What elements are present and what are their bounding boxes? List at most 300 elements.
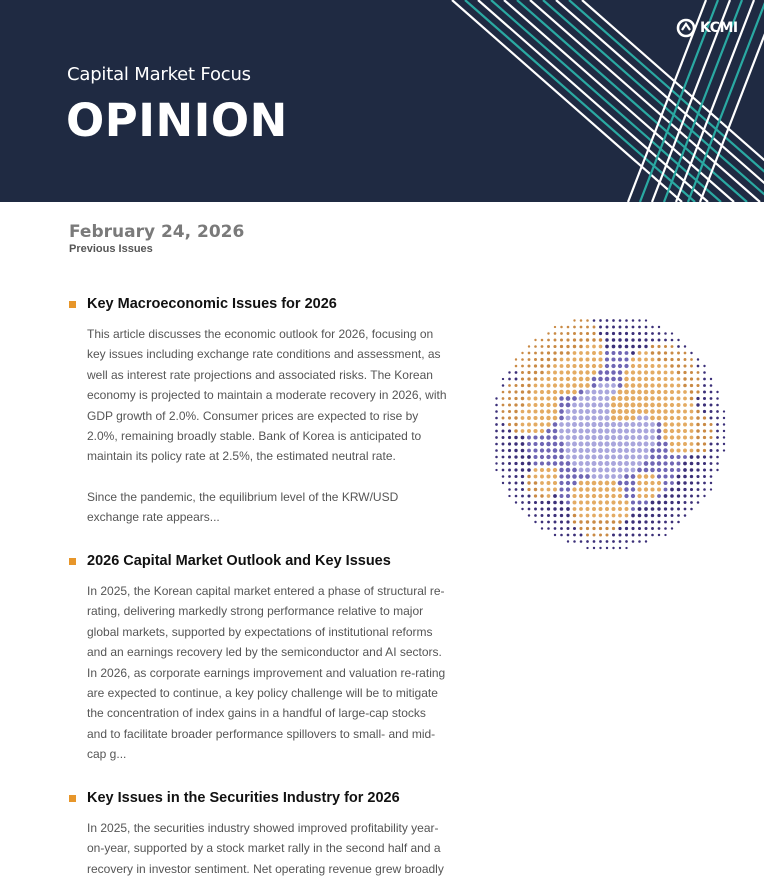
globe-dot [508, 384, 511, 387]
globe-dot [508, 495, 510, 497]
globe-dot [502, 378, 504, 380]
globe-dot [624, 422, 629, 427]
globe-dot [559, 377, 563, 381]
globe-dot [697, 378, 700, 381]
globe-dot [540, 488, 544, 492]
globe-dot [585, 468, 590, 473]
globe-dot [664, 377, 668, 381]
globe-dot [690, 384, 693, 387]
globe-dot [605, 338, 608, 341]
globe-dot [651, 332, 654, 335]
globe-dot [676, 448, 680, 452]
globe-dot [611, 422, 616, 427]
globe-dot [624, 364, 628, 368]
globe-dot [690, 442, 694, 446]
globe-dot [579, 514, 583, 518]
globe-dot [572, 435, 577, 440]
globe-dot [637, 481, 641, 485]
globe-dot [697, 488, 700, 491]
globe-dot [624, 461, 629, 466]
globe-dot [572, 494, 576, 498]
globe-dot [677, 508, 680, 511]
globe-dot [618, 507, 622, 511]
globe-dot [697, 482, 700, 485]
globe-dot [638, 520, 641, 523]
globe-dot [502, 397, 505, 400]
globe-dot [553, 488, 557, 492]
globe-dot [598, 468, 603, 473]
globe-dot [527, 481, 530, 484]
globe-dot [527, 397, 531, 401]
globe-dot [585, 422, 590, 427]
globe-dot [521, 481, 524, 484]
globe-dot [604, 422, 609, 427]
globe-dot [671, 527, 673, 529]
globe-dot [618, 461, 623, 466]
globe-dot [604, 415, 609, 420]
globe-dot [572, 474, 577, 479]
globe-dot [585, 487, 589, 491]
globe-dot [723, 417, 725, 419]
globe-dot [540, 468, 544, 472]
globe-dot [586, 534, 589, 537]
globe-dot [508, 397, 511, 400]
globe-dot [632, 534, 635, 537]
globe-dot [540, 501, 543, 504]
globe-dot [710, 423, 713, 426]
globe-dot [677, 371, 680, 374]
globe-dot [514, 429, 517, 432]
globe-dot [670, 448, 674, 452]
globe-dot [611, 500, 615, 504]
globe-dot [540, 396, 544, 400]
globe-dot [533, 448, 537, 452]
globe-dot [579, 500, 583, 504]
globe-dot [521, 416, 525, 420]
globe-dot [546, 390, 550, 394]
globe-dot [644, 481, 648, 485]
globe-dot [546, 409, 550, 413]
globe-dot [527, 416, 531, 420]
globe-dot [585, 415, 590, 420]
globe-dot [677, 364, 680, 367]
globe-dot [703, 436, 706, 439]
globe-dot [631, 507, 635, 511]
globe-dot [676, 416, 680, 420]
globe-dot [541, 514, 544, 517]
globe-dot [559, 461, 564, 466]
globe-dot [598, 454, 603, 459]
globe-dot [703, 384, 706, 387]
globe-dot [527, 455, 531, 459]
header-banner [0, 0, 764, 202]
globe-dot [559, 383, 563, 387]
globe-dot [599, 534, 602, 537]
globe-dot [592, 500, 596, 504]
globe-dot [508, 423, 511, 426]
globe-dot [604, 409, 609, 414]
globe-dot [670, 488, 674, 492]
globe-dot [664, 364, 668, 368]
globe-dot [690, 371, 693, 374]
article-title-text[interactable]: Key Macroeconomic Issues for 2026 [87, 296, 337, 312]
globe-dot [637, 468, 642, 473]
globe-dot [534, 358, 537, 361]
globe-dot [664, 521, 667, 524]
globe-dot [533, 429, 537, 433]
globe-dot [605, 357, 609, 361]
globe-dot [619, 319, 622, 322]
globe-dot [676, 435, 680, 439]
globe-dot [553, 403, 557, 407]
banner-subtitle: Capital Market Focus [67, 64, 251, 85]
globe-dot [631, 481, 636, 486]
globe-dot [560, 507, 564, 511]
globe-dot [663, 390, 667, 394]
globe-dot [651, 527, 654, 530]
globe-dot [514, 416, 517, 419]
globe-dot [566, 468, 571, 473]
globe-dot [559, 442, 564, 447]
globe-dot [585, 377, 590, 382]
globe-dot [553, 416, 558, 421]
globe-dot [566, 370, 570, 374]
globe-dot [670, 468, 674, 472]
globe-dot [585, 481, 590, 486]
globe-dot [716, 436, 719, 439]
globe-dot [696, 442, 700, 446]
globe-dot [534, 455, 538, 459]
globe-dot [553, 364, 557, 368]
globe-dot [553, 501, 557, 505]
article-title[interactable] [69, 553, 449, 569]
globe-dot [521, 468, 524, 471]
globe-dot [567, 332, 570, 335]
globe-dot [657, 409, 662, 414]
globe-dot [650, 416, 655, 421]
globe-dot [599, 547, 601, 549]
globe-dot [573, 514, 577, 518]
globe-dot [638, 319, 640, 321]
globe-dot [572, 448, 577, 453]
globe-dot [625, 547, 627, 549]
globe-dot [553, 461, 557, 465]
globe-dot [644, 383, 648, 387]
globe-dot [663, 461, 667, 465]
globe-dot [534, 514, 537, 517]
globe-dot [664, 332, 667, 335]
globe-dot [690, 495, 693, 498]
globe-dot [617, 402, 622, 407]
globe-dot [559, 403, 564, 408]
globe-dot [553, 507, 556, 510]
globe-dot [638, 358, 642, 362]
globe-dot [637, 474, 642, 479]
globe-dot [664, 527, 667, 530]
globe-dot [663, 435, 668, 440]
globe-dot [690, 488, 693, 491]
globe-dot [585, 461, 590, 466]
globe-dot [625, 534, 628, 537]
globe-dot [599, 351, 603, 355]
globe-dot [585, 448, 590, 453]
globe-dot [553, 390, 557, 394]
article-paragraph: This article discusses the economic outlook for 2026, focusing on key issues including exchange rate conditions and assessment, as well as interest rate projections and associated risks. The Korean economy is projected to maintain a moderate recovery in 2026, with GDP growth of 2.0%. Consumer prices are expected to rise by 2.0%, remaining broadly stable. Bank of Korea is anticipated to maintain its policy rate at 2.5%, the estimated neutral rate. [87, 327, 447, 464]
globe-dot [599, 514, 603, 518]
globe-dot [631, 494, 635, 498]
globe-dot [586, 338, 589, 341]
globe-dot [598, 370, 602, 374]
globe-dot [651, 351, 655, 355]
globe-dot [553, 474, 557, 478]
globe-dot [716, 391, 718, 393]
globe-dot [593, 319, 596, 322]
globe-dot [605, 487, 610, 492]
globe-dot [611, 468, 616, 473]
globe-dot [664, 481, 668, 485]
globe-dot [573, 345, 576, 348]
globe-dot [670, 435, 674, 439]
globe-dot [560, 501, 564, 505]
globe-dot [683, 390, 687, 394]
globe-dot [644, 345, 647, 348]
previous-issues-link[interactable]: Previous Issues [69, 243, 153, 255]
globe-dot [723, 430, 725, 432]
globe-dot [657, 461, 661, 465]
globe-dot [624, 481, 629, 486]
globe-dot [546, 403, 550, 407]
globe-dot [651, 514, 654, 517]
globe-dot [703, 475, 706, 478]
globe-dot [591, 402, 596, 407]
globe-dot [605, 527, 608, 530]
globe-dot [598, 500, 602, 504]
globe-dot [546, 396, 550, 400]
globe-dot [598, 474, 603, 479]
globe-dot [580, 326, 583, 329]
globe-dot [572, 416, 577, 421]
globe-dot [624, 494, 628, 498]
globe-dot [598, 428, 603, 433]
globe-dot [579, 474, 584, 479]
globe-dot [671, 339, 674, 342]
globe-dot [696, 390, 699, 393]
globe-dot [502, 456, 505, 459]
globe-dot [690, 481, 693, 484]
globe-dot [502, 436, 505, 439]
globe-dot [677, 514, 680, 517]
globe-dot [508, 462, 511, 465]
globe-dot [723, 436, 725, 438]
globe-dot [508, 416, 511, 419]
article-title-text[interactable]: Key Issues in the Securities Industry for 2026 [87, 790, 400, 806]
globe-dot [534, 508, 537, 511]
globe-dot [670, 396, 674, 400]
globe-dot [677, 501, 680, 504]
globe-dot [527, 410, 531, 414]
globe-dot [645, 527, 648, 530]
globe-dot [521, 371, 524, 374]
logo-text: KCMI [700, 20, 738, 36]
globe-dot [611, 396, 616, 401]
article-title[interactable] [69, 296, 449, 312]
globe-dot [508, 436, 511, 439]
globe-dot [624, 370, 628, 374]
globe-dot [637, 435, 642, 440]
globe-dot [514, 436, 517, 439]
article-paragraph: Since the pandemic, the equilibrium level of the KRW/USD exchange rate appears... [87, 489, 399, 525]
globe-dot [540, 384, 544, 388]
globe-dot [683, 371, 686, 374]
globe-dot [579, 527, 582, 530]
globe-dot [625, 527, 628, 530]
globe-dot [637, 390, 642, 395]
article-title[interactable] [69, 790, 449, 806]
globe-dot [690, 365, 693, 368]
globe-dot [619, 534, 622, 537]
globe-dot [684, 514, 687, 517]
globe-dot [579, 377, 583, 381]
globe-dot [683, 403, 687, 407]
globe-dot [670, 416, 674, 420]
globe-dot [650, 468, 655, 473]
globe-dot [630, 422, 635, 427]
globe-dot [657, 474, 661, 478]
globe-dot [553, 351, 556, 354]
globe-dot [644, 448, 649, 453]
globe-dot [624, 428, 629, 433]
globe-dot [710, 391, 713, 394]
globe-dot [540, 448, 544, 452]
square-bullet-icon [69, 301, 76, 308]
globe-dot [690, 397, 694, 401]
globe-dot [612, 319, 615, 322]
globe-dot [585, 403, 590, 408]
globe-dot [617, 441, 622, 446]
globe-dot [592, 507, 596, 511]
globe-dot [657, 488, 661, 492]
globe-dot [586, 547, 588, 549]
globe-dot [495, 410, 498, 413]
globe-dot [560, 358, 564, 362]
globe-dot [566, 338, 569, 341]
globe-dot [677, 521, 680, 524]
globe-dot [554, 521, 557, 524]
globe-dot [540, 351, 543, 354]
globe-dot [657, 494, 661, 498]
globe-dot [611, 454, 616, 459]
globe-dot [657, 403, 662, 408]
globe-dot [611, 487, 616, 492]
globe-dot [534, 339, 536, 341]
globe-dot [508, 378, 511, 381]
globe-dot [579, 370, 583, 374]
globe-dot [567, 534, 570, 537]
globe-dot [611, 474, 616, 479]
globe-dot [651, 358, 655, 362]
globe-dot [599, 326, 602, 329]
globe-dot [703, 442, 706, 445]
globe-dot [618, 494, 622, 498]
globe-dot [534, 494, 537, 497]
globe-dot [618, 520, 622, 524]
globe-dot [502, 469, 505, 472]
globe-dot [703, 488, 706, 491]
globe-dot [631, 364, 635, 368]
globe-dot [528, 508, 531, 511]
globe-dot [644, 474, 649, 479]
globe-dot [521, 442, 525, 446]
globe-dot [560, 351, 563, 354]
globe-dot [593, 540, 596, 543]
globe-dot [663, 448, 667, 452]
globe-dot [508, 429, 511, 432]
globe-dot [611, 481, 616, 486]
globe-dot [527, 449, 531, 453]
globe-dot [553, 448, 558, 453]
globe-dot [677, 462, 681, 466]
globe-dot [625, 351, 629, 355]
globe-dot [502, 410, 505, 413]
globe-dot [521, 429, 525, 433]
globe-dot [645, 326, 648, 329]
globe-dot [527, 403, 531, 407]
globe-dot [592, 345, 596, 349]
kcmi-logo[interactable] [676, 16, 746, 40]
globe-dot [572, 487, 576, 491]
globe-dot [598, 435, 603, 440]
globe-dot [586, 332, 589, 335]
globe-dot [697, 501, 700, 504]
article-summary [87, 818, 449, 876]
globe-dot [696, 468, 699, 471]
globe-dot [630, 428, 635, 433]
globe-dot [553, 481, 557, 485]
globe-dot [670, 403, 674, 407]
globe-dot [624, 403, 629, 408]
globe-dot [579, 448, 584, 453]
globe-dot [644, 403, 649, 408]
globe-dot [703, 397, 706, 400]
globe-dot [566, 487, 570, 491]
globe-dot [637, 403, 642, 408]
globe-dot [618, 357, 622, 361]
article-title-text[interactable]: 2026 Capital Market Outlook and Key Issues [87, 553, 391, 569]
globe-dot [657, 468, 661, 472]
globe-dot [521, 423, 525, 427]
globe-dot [580, 534, 583, 537]
globe-dot [527, 371, 530, 374]
globe-dot [618, 396, 623, 401]
globe-dot [521, 436, 525, 440]
globe-dot [716, 404, 719, 407]
globe-dot [631, 448, 636, 453]
globe-dot [677, 397, 681, 401]
globe-dot [585, 357, 589, 361]
globe-dot [605, 383, 610, 388]
globe-dot [651, 520, 654, 523]
globe-dot [690, 436, 694, 440]
globe-dot [585, 390, 590, 395]
globe-dot [637, 448, 642, 453]
globe-dot [592, 351, 596, 355]
globe-dot [716, 397, 719, 400]
globe-dot [658, 521, 661, 524]
globe-dot [521, 455, 525, 459]
globe-dot [677, 377, 681, 381]
globe-dot [554, 339, 557, 342]
globe-dot [657, 377, 661, 381]
